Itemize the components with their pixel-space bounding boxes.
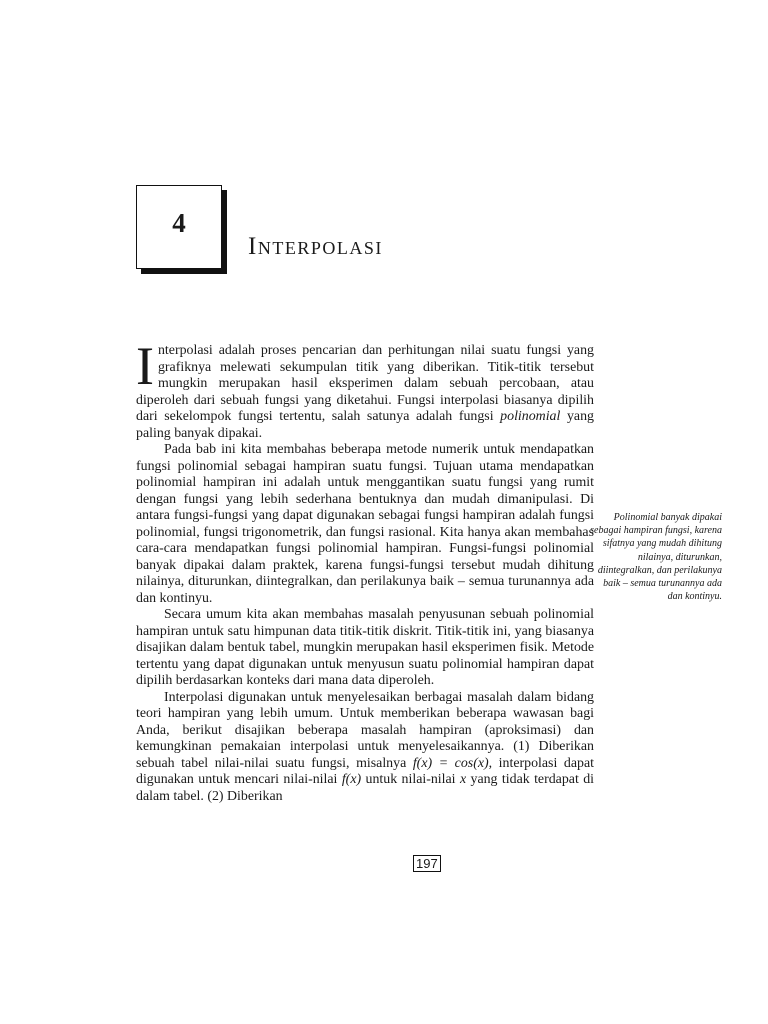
paragraph-4 [136, 690, 594, 806]
paragraph-4-text-b: , interpolasi dapat digunakan untuk mencari nilai-nilai [136, 755, 594, 787]
paragraph-1-text-a: nterpolasi adalah proses pencarian dan perhitungan nilai suatu fungsi yang grafiknya melewati sekumpulan titik yang diberikan. Titik-titik tersebut mungkin merupakan hasil eksperimen dalam sebuah percobaan, atau diperoleh dari sebuah fungsi yang diketahui. Fungsi interpolasi biasanya dipilih dari sekelompok fungsi tertentu, salah satunya adalah fungsi [136, 343, 594, 424]
math-expression-cos: f(x) = cos(x) [412, 755, 489, 771]
chapter-number-box [136, 185, 222, 269]
margin-note: Polinomial banyak dipakai sebagai hampiran fungsi, karena sifatnya yang mudah dihitung nilainya, diturunkan, diintegralkan, dan perilakunya baik – semua turunannya ada dan kontinyu. [590, 512, 722, 603]
paragraph-2: Pada bab ini kita membahas beberapa metode numerik untuk mendapatkan fungsi polinomial sebagai hampiran suatu fungsi. Tujuan utama mendapatkan polinomial hampiran ini adalah untuk menggantikan suatu fungsi yang rumit dengan fungsi yang lebih sederhana bentuknya dan mudah dimanipulasi. Di antara fungsi-fungsi yang dapat digunakan sebagai fungsi hampiran adalah fungsi polinomial, fungsi trigonometrik, dan fungsi rasional. Kita hanya akan membahas cara-cara mendapatkan fungsi polinomial hampiran. Fungsi-fungsi polinomial banyak dipakai dalam praktek, karena fungsi-fungsi tersebut mudah dihitung nilainya, diturunkan, diintegralkan, dan perilakunya baik – semua turunannya ada dan kontinyu. [136, 442, 594, 606]
body-text [136, 336, 594, 805]
chapter-number: 4 [172, 207, 186, 238]
paragraph-4-text-c: untuk nilai-nilai [361, 772, 460, 787]
paragraph-1-emphasis: polinomial [500, 409, 561, 424]
math-expression-x: x [459, 772, 467, 787]
paragraph-1-text-b: yang paling banyak dipakai. [136, 409, 594, 441]
paragraph-4-text-d: yang tidak terdapat di dalam tabel. (2) Diberikan [136, 772, 594, 804]
paragraph-3: Secara umum kita akan membahas masalah penyusunan sebuah polinomial hampiran untuk satu himpunan data titik-titik diskrit. Titik-titik ini, yang biasanya disajikan dalam bentuk tabel, mungkin merupakan hasil eksperimen fisik. Metode tertentu yang dapat digunakan untuk menyusun suatu polinomial hampiran dapat dipilih berdasarkan konteks dari mana data diperoleh. [136, 607, 594, 688]
page-number: 197 [413, 855, 441, 872]
chapter-title: Interpolasi [248, 233, 383, 260]
drop-cap: I [136, 336, 154, 396]
paragraph-4-text-a: Interpolasi digunakan untuk menyelesaikan berbagai masalah dalam bidang teori hampiran yang lebih umum. Untuk memberikan beberapa wawasan bagi Anda, berikut disajikan beberapa masalah hampiran (aproksimasi) dan kemungkinan pemakaian interpolasi untuk menyelesaikannya. (1) Diberikan sebuah tabel nilai-nilai suatu fungsi, misalnya [136, 689, 594, 771]
math-expression-fx: f(x) [341, 772, 362, 787]
paragraph-1 [136, 336, 594, 442]
